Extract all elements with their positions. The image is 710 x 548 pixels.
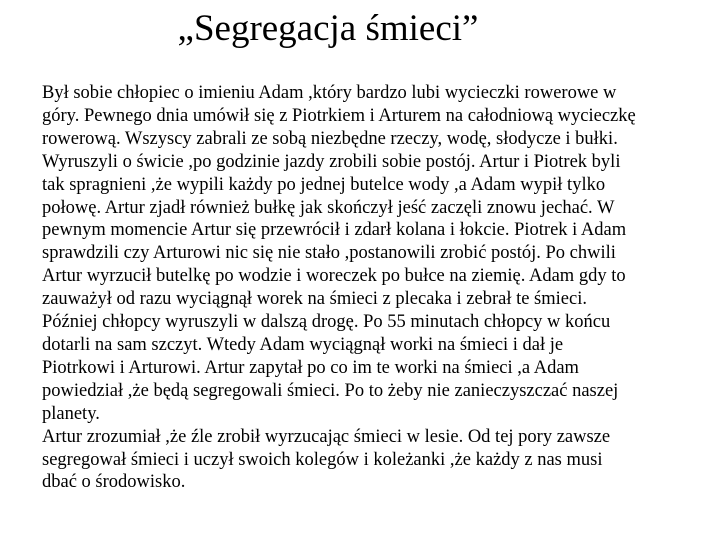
story-line: dbać o środowisko.	[42, 472, 186, 493]
story-line: Wyruszyli o świcie ,po godzinie jazdy zrobili sobie postój. Artur i Piotrek byli	[42, 151, 621, 172]
story-line: Artur zrozumiał ,że źle zrobił wyrzucając śmieci w lesie. Od tej pory zawsze	[42, 426, 611, 447]
story-line: Później chłopcy wyruszyli w dalszą drogę. Po 55 minutach chłopcy w końcu	[42, 312, 611, 333]
story-line: Piotrkowi i Arturowi. Artur zapytał po co im te worki na śmieci ,a Adam	[42, 357, 579, 378]
story-line: sprawdzili czy Arturowi nic się nie stało ,postanowili zrobić postój. Po chwili	[42, 243, 616, 264]
story-line: Artur wyrzucił butelkę po wodzie i woreczek po bułce na ziemię. Adam gdy to	[42, 266, 626, 287]
story-line: tak spragnieni ,że wypili każdy po jednej butelce wody ,a Adam wypił tylko	[42, 174, 606, 195]
story-line: góry. Pewnego dnia umówił się z Piotrkiem i Arturem na całodniową wycieczkę	[42, 105, 636, 126]
story-line: dotarli na sam szczyt. Wtedy Adam wyciągnął worki na śmieci i dał je	[42, 334, 564, 355]
story-body	[42, 82, 702, 494]
story-line: planety.	[42, 403, 100, 424]
slide-title: „Segregacja śmieci”	[177, 8, 479, 49]
story-line: segregował śmieci i uczył swoich kolegów i koleżanki ,że każdy z nas musi	[42, 449, 603, 470]
story-line: zauważył od razu wyciągnął worek na śmieci z plecaka i zebrał te śmieci.	[42, 289, 587, 310]
story-line: pewnym momencie Artur się przewrócił i zdarł kolana i łokcie. Piotrek i Adam	[42, 220, 627, 241]
story-line: powiedział ,że będą segregowali śmieci. Po to żeby nie zanieczyszczać naszej	[42, 380, 619, 401]
story-line: połowę. Artur zjadł również bułkę jak skończył jeść zaczęli znowu jechać. W	[42, 197, 615, 218]
story-line: Był sobie chłopiec o imieniu Adam ,który bardzo lubi wycieczki rowerowe w	[42, 83, 617, 103]
story-line: rowerową. Wszyscy zabrali ze sobą niezbędne rzeczy, wodę, słodycze i bułki.	[42, 128, 618, 149]
